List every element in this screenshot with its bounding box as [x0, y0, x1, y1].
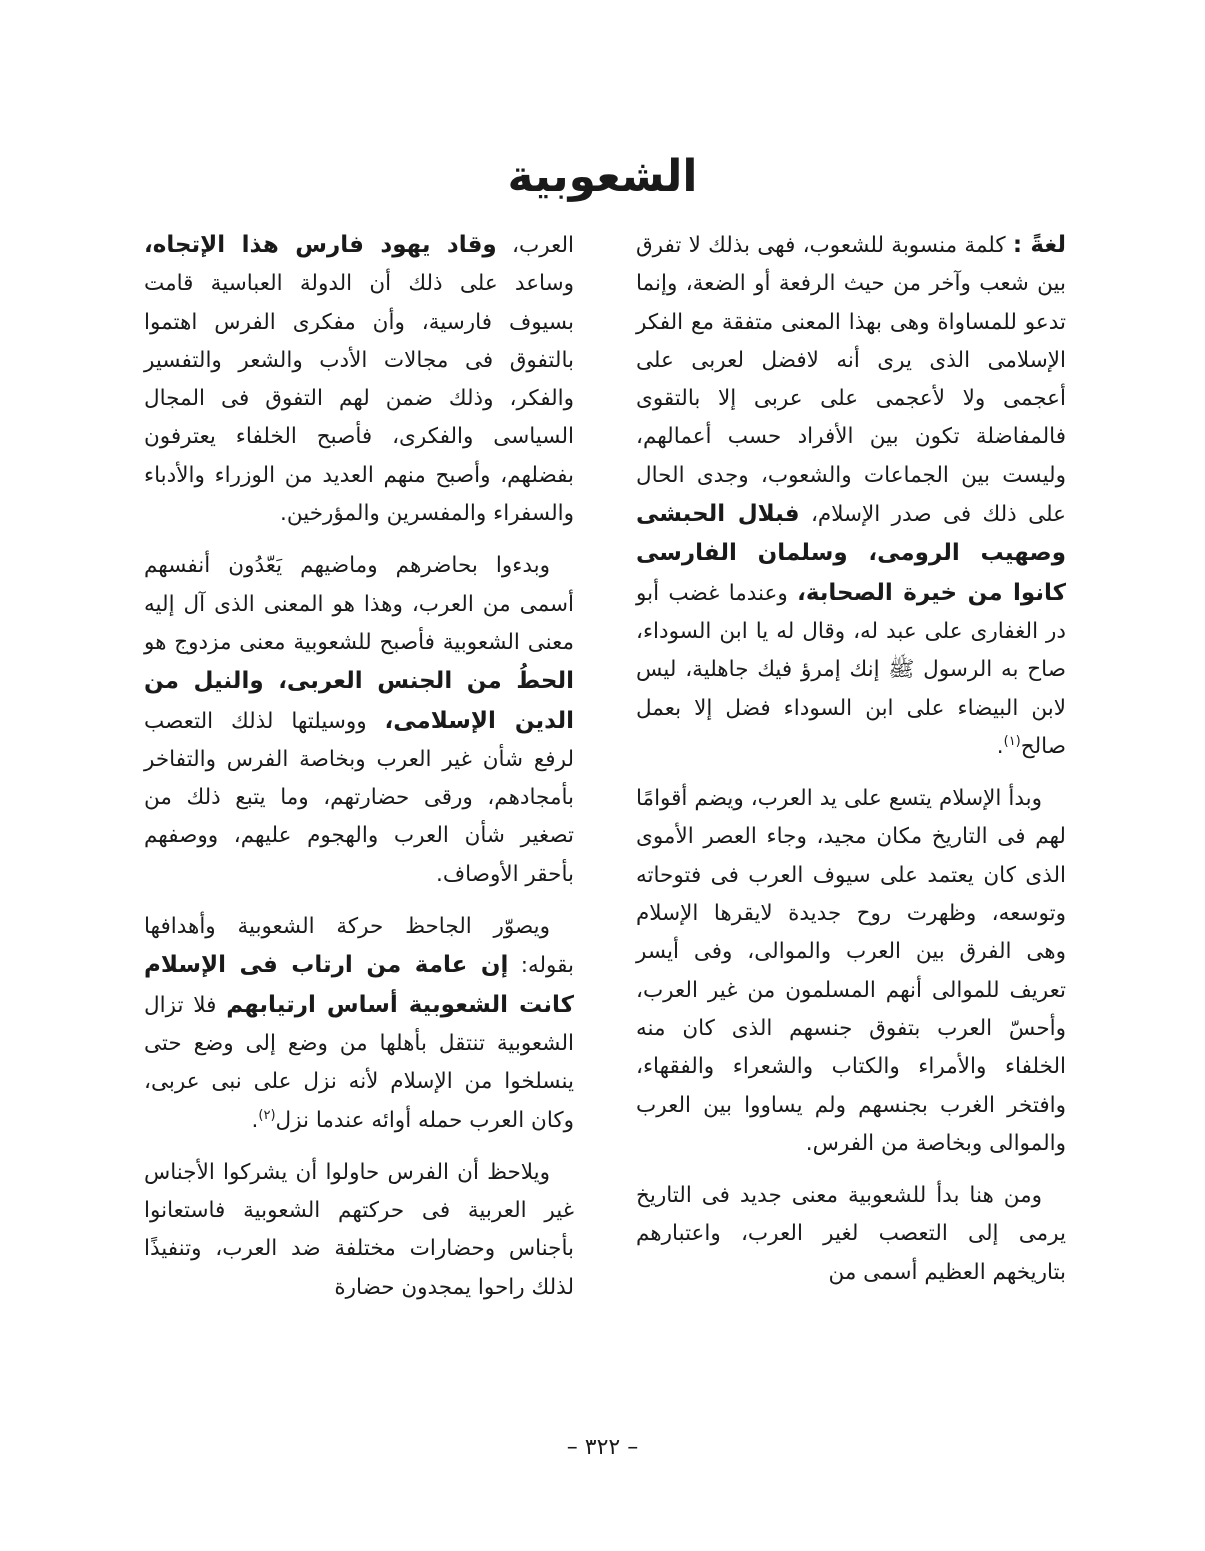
- bold-lead-term: لغةً :: [1012, 232, 1066, 258]
- footnote-ref: (٢): [258, 1107, 276, 1123]
- paragraph-umayyad: وبدأ الإسلام يتسع على يد العرب، ويضم أقوامًا لهم فى التاريخ مكان مجيد، وجاء العصر الأموى الذى كان يعتمد على سيوف العرب فى فتوحاته وتوسعه، وظهرت روح جديدة لايقرها الإسلام وهى الفرق بين العرب والموالى، وفى أيسر تعريف للموالى أنهم المسلمون من غير العرب، وأحسّ العرب بتفوق جنسهم الذى كان منه الخلفاء والأمراء والكتاب والشعراء والفقهاء، وافتخر الغرب بجنسهم ولم يساووا بين العرب والموالى وبخاصة من الفرس.: [636, 786, 1066, 1156]
- paragraph-text: فلا تزال الشعوبية تنتقل بأهلها من وضع إلى وضع حتى ينسلخوا من الإسلام لأنه نزل على نبى عربى، وكان العرب حمله أوائه عندما نزل: [144, 992, 574, 1133]
- paragraph-text: وساعد على ذلك أن الدولة العباسية قامت بسيوف فارسية، وأن مفكرى الفرس اهتموا بالتفوق فى مجالات الأدب والشعر والتفسير والفكر، وذلك ضمن لهم التفوق فى المجال السياسى والفكرى، فأصبح الخلفاء يعترفون بفضلهم، وأصبح منهم العديد من الوزراء والأدباء والسفراء والمفسرين والمؤرخين.: [144, 271, 574, 527]
- paragraph-definition: [636, 226, 1066, 766]
- right-column: [636, 226, 1066, 1306]
- paragraph-text: ووسيلتها لذلك التعصب لرفع شأن غير العرب وبخاصة الفرس والتفاخر بأمجادهم، ورقى حضارتهم، وما يتبع ذلك من تصغير شأن العرب والهجوم عليهم، ووصفهم بأحقر الأوصاف.: [144, 708, 574, 887]
- paragraph-text: ويصوّر الجاحظ حركة الشعوبية وأهدافها بقوله:: [144, 914, 574, 979]
- paragraph-text: .: [251, 1107, 259, 1133]
- page-number: – ٣٢٢ –: [566, 1435, 639, 1460]
- paragraph-new-meaning: ومن هنا بدأ للشعوبية معنى جديد فى التاريخ يرمى إلى التعصب لغير العرب، واعتبارهم بتاريخهم العظيم أسمى من: [636, 1183, 1066, 1285]
- paragraph-jahiz: [144, 908, 574, 1140]
- paragraph-text: وعندما غضب أبو در الغفارى على عبد له، وقال له يا ابن السوداء، صاح به الرسول ﷺ إنك إمرؤ فيك جاهلية، ليس لابن البيضاء على ابن السوداء فضل إلا بعمل صالح: [636, 580, 1066, 759]
- paragraph-abbasid: [144, 226, 574, 533]
- paragraph-persians: ويلاحظ أن الفرس حاولوا أن يشركوا الأجناس غير العربية فى حركتهم الشعوبية فاستعانوا بأجناس وحضارات مختلفة ضد العرب، وتنفيذًا لذلك راحوا يمجدون حضارة: [144, 1159, 574, 1300]
- bold-emphasis: إن عامة من ارتاب فى الإسلام كانت الشعوبية أساس ارتيابهم: [144, 952, 575, 1018]
- paragraph-text: كلمة منسوبة للشعوب، فهى بذلك لا تفرق بين شعب وآخر من حيث الرفعة أو الضعة، وإنما تدعو للمساواة وهى بهذا المعنى متفقة مع الفكر الإسلامى الذى يرى أنه لافضل لعربى على أعجمى ولا لأعجمى على عربى إلا بالتقوى فالمفاضلة تكون بين الأفراد حسب أعمالهم، وليست بين الجماعات والشعوب، وجدى الحال على ذلك فى صدر الإسلام،: [636, 233, 1066, 528]
- footnote-ref: (١): [1003, 733, 1021, 749]
- bold-emphasis: وقاد يهود فارس هذا الإتجاه،: [144, 232, 497, 258]
- left-column: [144, 226, 574, 1321]
- bold-emphasis: فبلال الحبشى وصهيب الرومى، وسلمان الفارسى كانوا من خيرة الصحابة،: [636, 501, 1067, 606]
- bold-emphasis: الحطُ من الجنس العربى، والنيل من الدين الإسلامى،: [144, 668, 574, 734]
- paragraph-text: .: [996, 733, 1004, 759]
- page-title: الشعوبية: [507, 151, 698, 202]
- paragraph-dual-meaning: [144, 547, 574, 894]
- paragraph-text: العرب،: [496, 233, 574, 258]
- paragraph-text: وبدءوا بحاضرهم وماضيهم يَعّدُون أنفسهم أسمى من العرب، وهذا هو المعنى الذى آل إليه معنى الشعوبية فأصبح للشعوبية معنى مزدوج هو: [144, 553, 574, 655]
